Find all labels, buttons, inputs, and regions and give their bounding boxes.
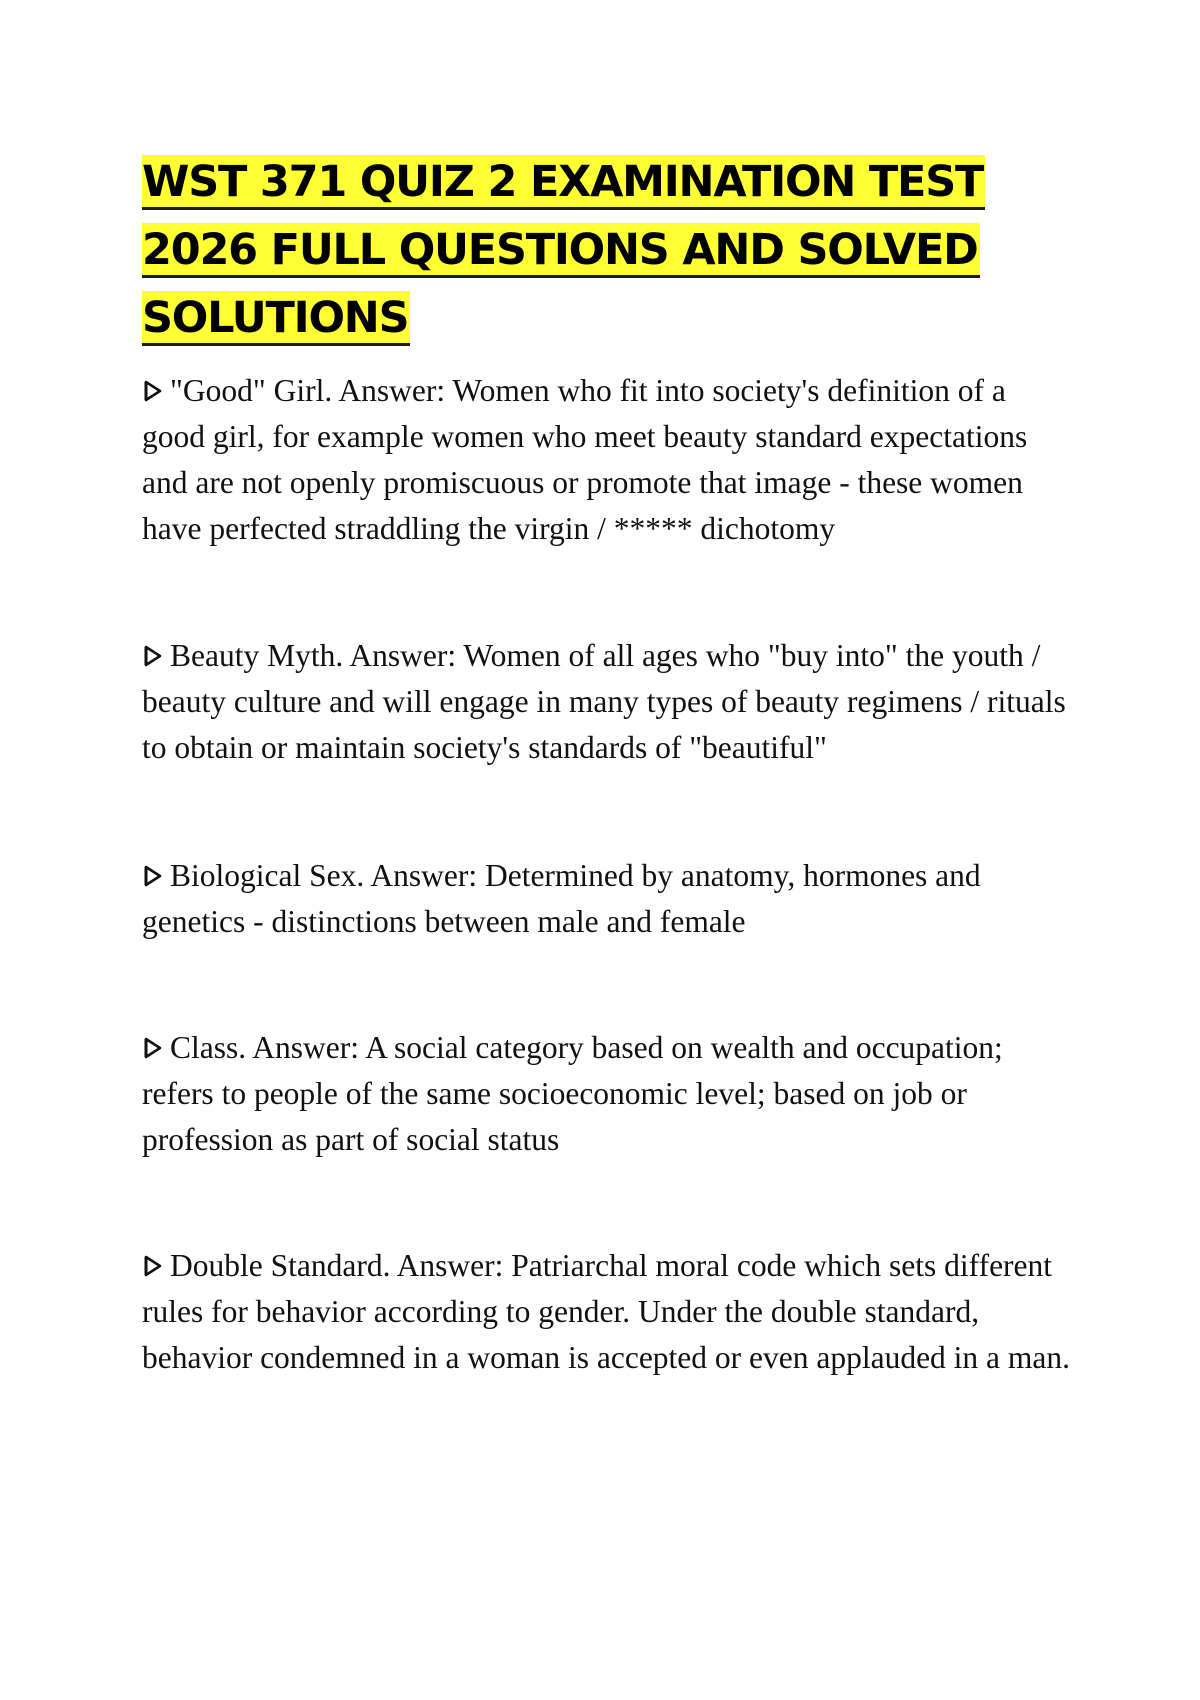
qa-item-text: "Good" Girl. Answer: Women who fit into society's definition of a good girl, for example women who meet beauty standard expectations and are not openly promiscuous or promote that image - these women have perfected straddling the virgin / ***** dichotomy — [142, 373, 1028, 546]
qa-item-text: Biological Sex. Answer: Determined by anatomy, hormones and genetics - distinctions between male and female — [142, 858, 981, 939]
qa-item-class — [142, 1025, 1072, 1163]
qa-item-text: Class. Answer: A social category based on wealth and occupation; refers to people of the same socioeconomic level; based on job or profession as part of social status — [142, 1030, 1003, 1157]
title-highlight: WST 371 QUIZ 2 EXAMINATION TEST 2026 FULL QUESTIONS AND SOLVED SOLUTIONS — [142, 155, 985, 346]
triangle-arrow-icon — [142, 1034, 164, 1062]
document-title — [142, 148, 1082, 352]
qa-item-good-girl — [142, 368, 1072, 552]
qa-item-text: Double Standard. Answer: Patriarchal moral code which sets different rules for behavior according to gender. Under the double standard, behavior condemned in a woman is accepted or even applauded in a man. — [142, 1248, 1071, 1375]
triangle-arrow-icon — [142, 1252, 164, 1280]
qa-item-biological-sex — [142, 853, 1072, 945]
qa-item-beauty-myth — [142, 633, 1072, 771]
qa-item-text: Beauty Myth. Answer: Women of all ages who "buy into" the youth / beauty culture and will engage in many types of beauty regimens / rituals to obtain or maintain society's standards of "beautiful" — [142, 638, 1066, 765]
triangle-arrow-icon — [142, 862, 164, 890]
triangle-arrow-icon — [142, 377, 164, 405]
triangle-arrow-icon — [142, 642, 164, 670]
qa-item-double-standard — [142, 1243, 1072, 1381]
